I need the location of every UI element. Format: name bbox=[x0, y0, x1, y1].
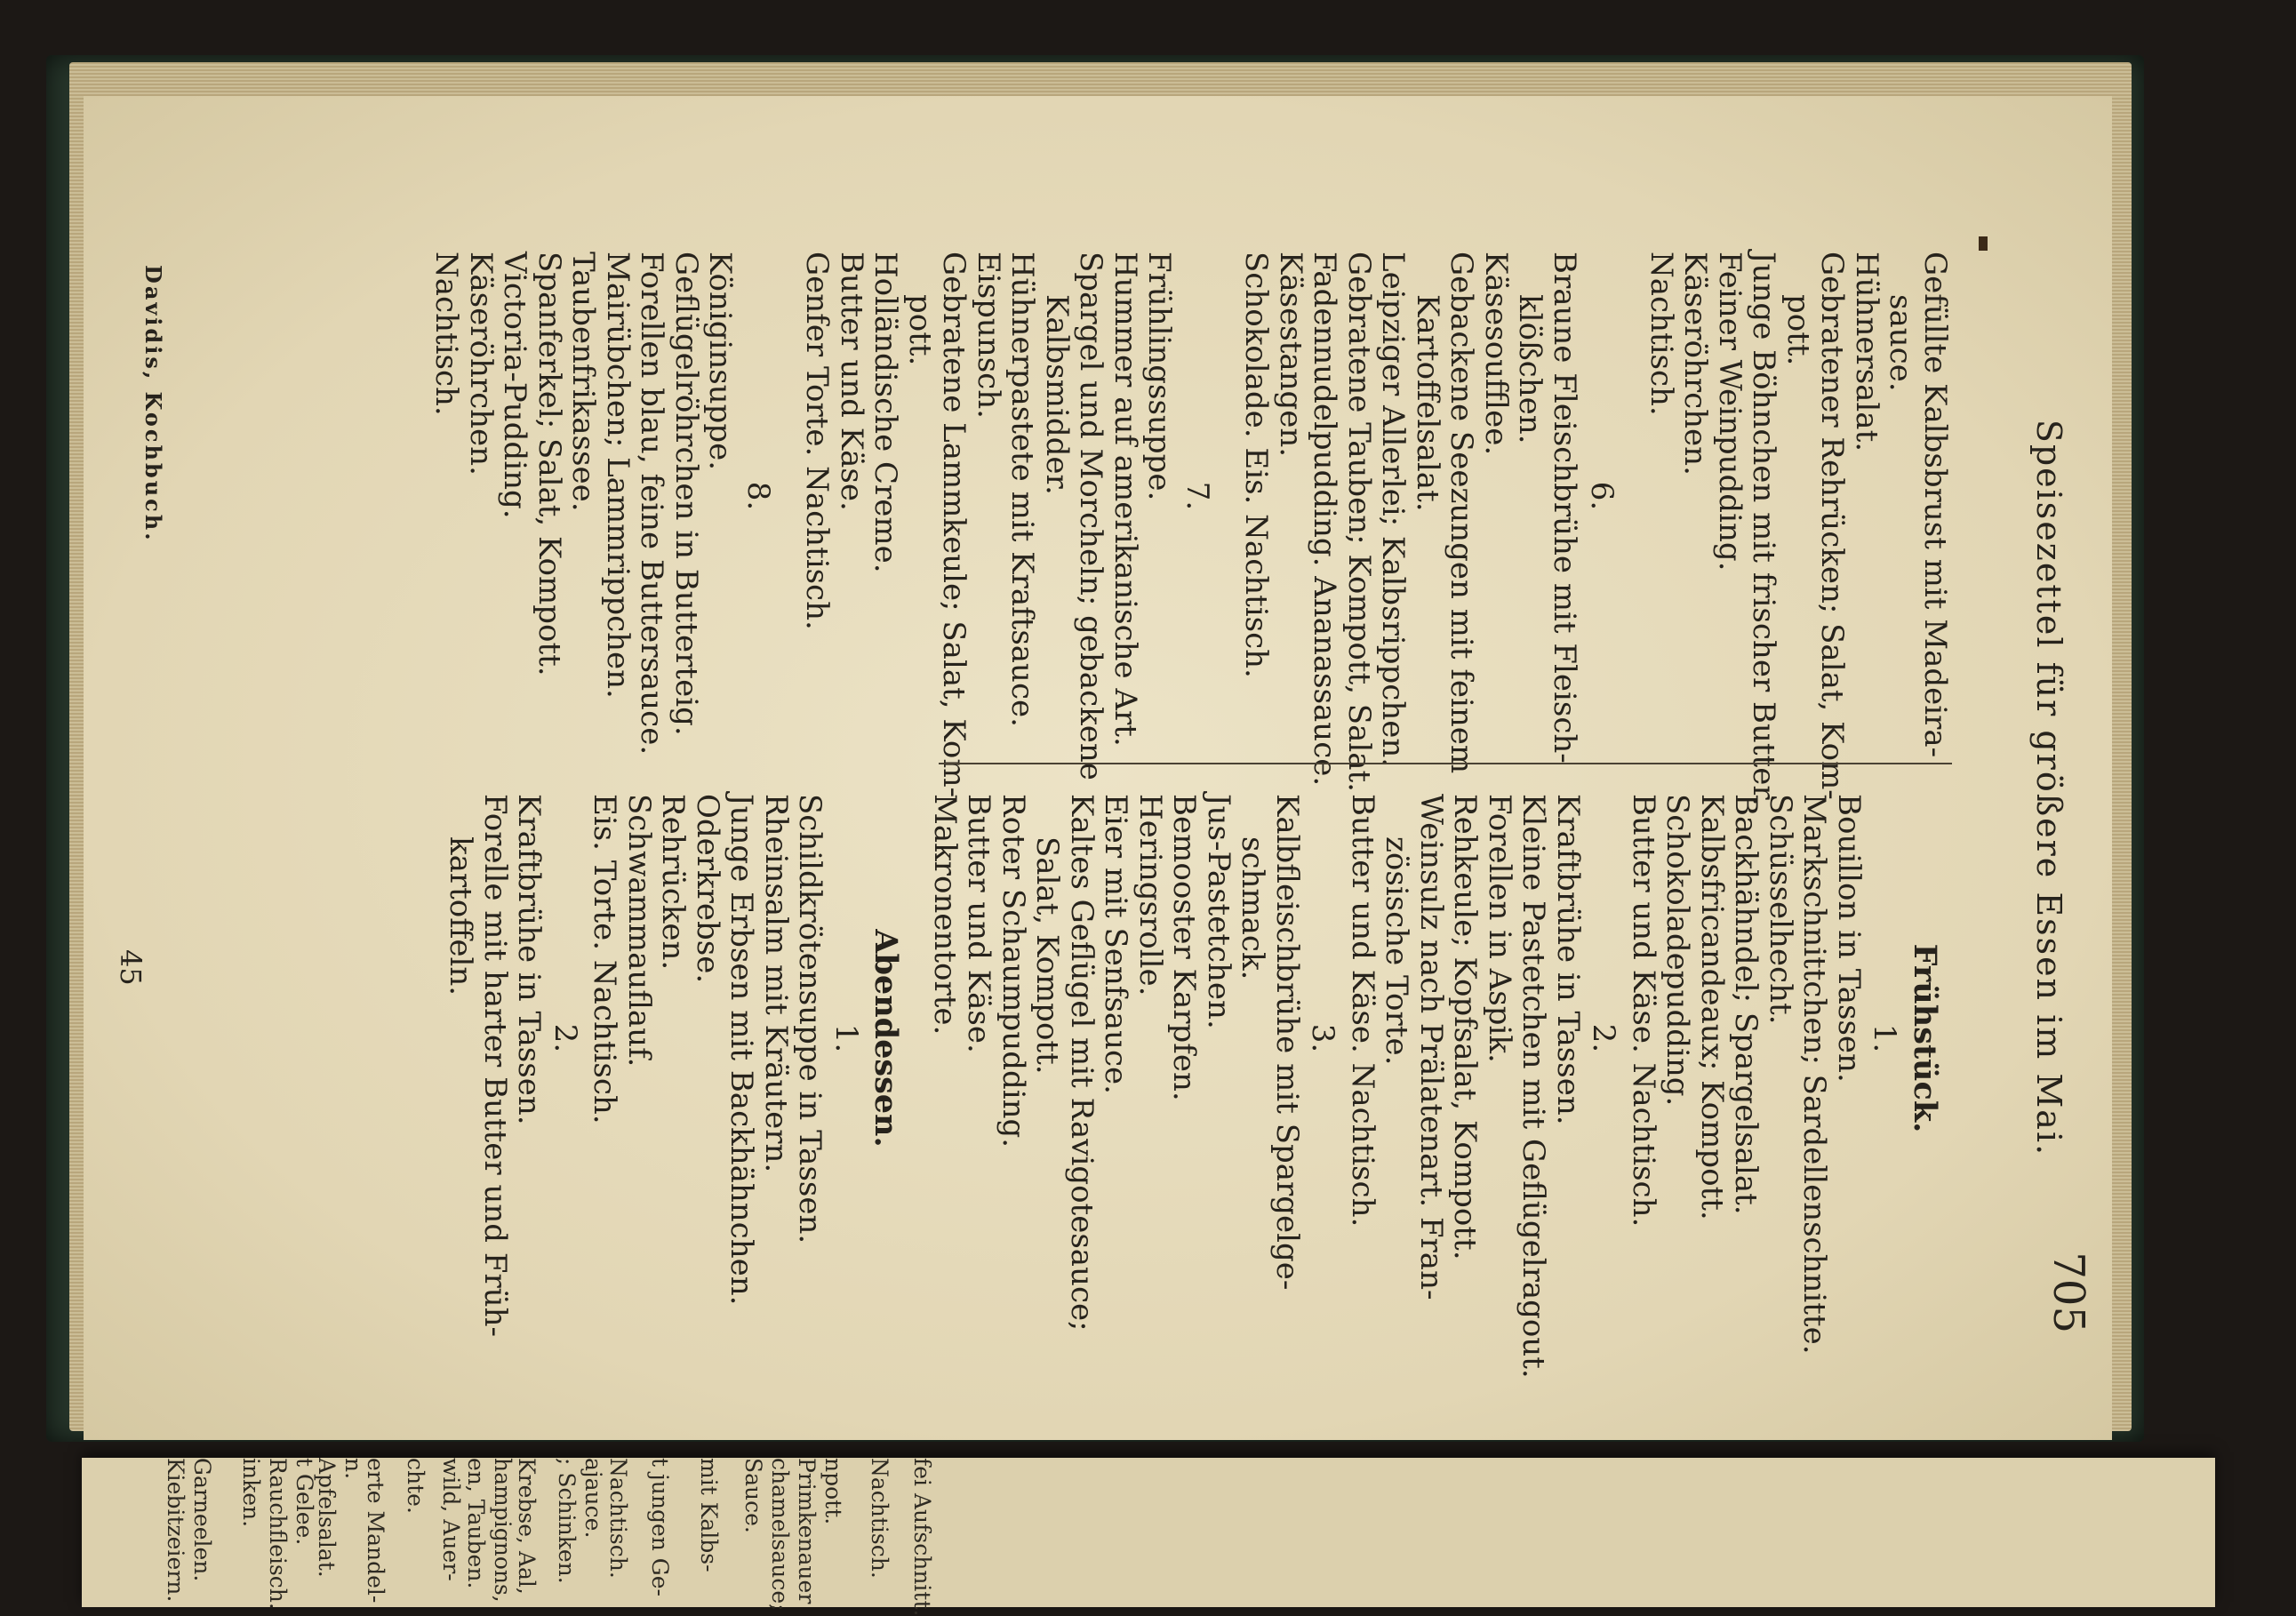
adjacent-page-text: npott. bbox=[820, 1458, 846, 1525]
menu-item: Markschnittchen; Sardellenschnitte. bbox=[1796, 794, 1833, 1355]
menu-item: klößchen. bbox=[1512, 294, 1548, 444]
page-content bbox=[84, 96, 2112, 1440]
footer-imprint: Davidis, Kochbuch. bbox=[140, 265, 166, 543]
menu-item: kartoffeln. bbox=[443, 836, 479, 996]
menu-item: Hühnersalat. bbox=[1849, 252, 1884, 452]
adjacent-page-text: ajauce. bbox=[580, 1458, 606, 1539]
menu-item: schmack. bbox=[1235, 836, 1271, 980]
menu-item: Bemooster Karpfen. bbox=[1166, 794, 1203, 1101]
adjacent-page-text: erte Mandel- bbox=[363, 1458, 388, 1604]
adjacent-page-text: Nachtisch. bbox=[867, 1458, 892, 1579]
menu-number: 2. bbox=[1586, 1023, 1622, 1053]
adjacent-page-text: Nachtisch. bbox=[605, 1458, 631, 1579]
menu-item: Forellen blau, feine Buttersauce. bbox=[634, 252, 670, 756]
menu-item: pott. bbox=[902, 294, 938, 366]
menu-item: Forellen in Aspik. bbox=[1482, 794, 1517, 1063]
menu-item: Backhähndel; Spargelsalat. bbox=[1728, 794, 1764, 1215]
menu-number: 6. bbox=[1584, 481, 1620, 511]
printer-signature: 45 bbox=[114, 949, 148, 986]
adjacent-page-text: t jungen Ge- bbox=[647, 1458, 673, 1597]
menu-item: Gebratene Tauben; Kompott, Salat. bbox=[1341, 252, 1377, 792]
menu-item: Butter und Käse. bbox=[961, 794, 997, 1053]
menu-block bbox=[1238, 252, 1620, 792]
menu-item: Junge Erbsen mit Backhähnchen. bbox=[724, 794, 760, 1306]
menu-item: Holländische Creme. bbox=[868, 252, 904, 573]
menu-item: Schokoladepudding. bbox=[1660, 794, 1696, 1107]
menu-item: Hühnerpastete mit Kraftsauce. bbox=[1004, 252, 1041, 727]
menu-item: Bouillon in Tassen. bbox=[1831, 794, 1867, 1083]
section-heading: Frühstück. bbox=[1907, 943, 1943, 1133]
menu-item: Jus-Pastetchen. bbox=[1201, 794, 1236, 1029]
adjacent-page-text: en, Tauben. bbox=[463, 1458, 489, 1589]
adjacent-page-text: Kiebitzeiern. bbox=[163, 1458, 188, 1603]
menu-item: Kraftbrühe in Tassen. bbox=[1550, 794, 1586, 1125]
adjacent-page-text: wild, Auer- bbox=[438, 1458, 464, 1581]
menu-number: 7. bbox=[1180, 481, 1215, 511]
adjacent-page-text: Apfelsalat. bbox=[314, 1458, 340, 1578]
adjacent-page-text: t Gelee. bbox=[292, 1458, 317, 1546]
menu-item: Feiner Weinpudding. bbox=[1712, 252, 1748, 572]
menu-item: Nachtisch. bbox=[428, 252, 465, 416]
menu-item: pott. bbox=[1780, 294, 1816, 366]
menu-item: Salat, Kompott. bbox=[1029, 836, 1066, 1075]
menu-number: 1. bbox=[1867, 1023, 1903, 1053]
menu-number: 1. bbox=[828, 1023, 864, 1053]
menu-item: Eispunsch. bbox=[971, 252, 1006, 419]
menu-item: Fadennudelpudding. Ananassauce. bbox=[1307, 252, 1343, 787]
adjacent-page-text: chte. bbox=[403, 1458, 428, 1514]
menu-item: Braune Fleischbrühe mit Fleisch- bbox=[1547, 252, 1582, 764]
menu-block bbox=[799, 252, 1215, 798]
menu-item: Kleine Pastetchen mit Geflügelragout. bbox=[1516, 794, 1552, 1379]
menu-item: Butter und Käse. Nachtisch. bbox=[1626, 794, 1661, 1228]
menu-item: Heringsrolle. bbox=[1132, 794, 1168, 996]
adjacent-page bbox=[82, 1458, 2215, 1616]
menu-item: Gebackene Seezungen mit feinem bbox=[1444, 252, 1480, 774]
menu-item: Eier mit Senfsauce. bbox=[1098, 794, 1134, 1094]
menu-item: Kartoffelsalat. bbox=[1410, 294, 1445, 512]
menu-item: Mairübchen; Lammrippchen. bbox=[600, 252, 636, 699]
menu-number: 8. bbox=[740, 481, 776, 511]
menu-item: Weinsulz nach Prälatenart. Fran- bbox=[1413, 794, 1449, 1300]
page-number: 705 bbox=[2044, 1252, 2093, 1333]
menu-item: Taubenfrikassee. bbox=[565, 252, 602, 512]
adjacent-page-text: Sauce. bbox=[740, 1458, 766, 1533]
menu-item: Oderkrebse. bbox=[690, 794, 725, 984]
menu-item: Genfer Torte. Nachtisch. bbox=[799, 252, 836, 630]
menu-item: Butter und Käse. Nachtisch. bbox=[1345, 794, 1380, 1228]
menu-item: Nachtisch. bbox=[1644, 252, 1679, 416]
menu-item: Rehkeule; Kopfsalat, Kompott. bbox=[1447, 794, 1484, 1260]
menu-item: Schwammauflauf. bbox=[621, 794, 657, 1068]
menu-item: zösische Torte. bbox=[1379, 836, 1415, 1066]
menu-block bbox=[1644, 252, 1953, 806]
menu-item: Frühlingssuppe. bbox=[1141, 252, 1178, 501]
menu-item: Hummer auf amerikanische Art. bbox=[1108, 252, 1143, 747]
menu-item: Gebratene Lammkeule; Salat, Kom- bbox=[936, 252, 972, 798]
page-header bbox=[1996, 243, 2112, 1333]
menu-item: Geflügelröhrchen in Butterteig. bbox=[668, 252, 704, 736]
menu-item: Kraftbrühe in Tassen. bbox=[511, 794, 548, 1125]
menu-item: Schildkrötensuppe in Tassen. bbox=[792, 794, 828, 1244]
adjacent-page-text: Primkenauer bbox=[794, 1458, 820, 1604]
adjacent-page-text: hampignons, bbox=[490, 1458, 516, 1603]
menu-item: Junge Böhnchen mit frischer Butter. bbox=[1746, 252, 1782, 806]
adjacent-page-text: inken. bbox=[238, 1458, 264, 1528]
menu-item: Kalbfleischbrühe mit Spargelge- bbox=[1269, 794, 1305, 1291]
menu-item: Leipziger Allerlei; Kalbsrippchen. bbox=[1375, 252, 1412, 768]
menu-item: Spargel und Morcheln; gebackene bbox=[1073, 252, 1109, 780]
adjacent-page-text: fei Aufschnitt. bbox=[909, 1458, 935, 1616]
menu-item: Forelle mit harter Butter und Früh- bbox=[477, 794, 513, 1337]
menu-item: Käseröhrchen. bbox=[1677, 252, 1714, 476]
adjacent-page-text: ; Schinken. bbox=[554, 1458, 580, 1584]
menu-item: Rehrücken. bbox=[655, 794, 692, 971]
menu-item: Rheinsalm mit Kräutern. bbox=[758, 794, 794, 1173]
menu-item: Spanferkel; Salat, Kompott. bbox=[532, 252, 567, 676]
adjacent-page-text: Krebse, Aal, bbox=[514, 1458, 540, 1595]
adjacent-page-text: mit Kalbs- bbox=[696, 1458, 722, 1572]
menu-item: Makronentorte. bbox=[927, 794, 963, 1036]
adjacent-page-text: Rauchfleisch. bbox=[265, 1458, 291, 1610]
menu-item: Kalbsmidder. bbox=[1039, 294, 1075, 495]
menu-column-right bbox=[443, 794, 1952, 1379]
menu-item: Käsestangen. bbox=[1273, 252, 1308, 458]
adjacent-page-text: Garneelen. bbox=[189, 1458, 215, 1582]
menu-item: Roter Schaumpudding. bbox=[996, 794, 1031, 1148]
page-title: Speisezettel für größere Essen im Mai. bbox=[2029, 419, 2068, 1157]
book-page bbox=[84, 96, 2112, 1440]
menu-item: Victoria-Pudding. bbox=[497, 252, 533, 519]
menu-item: Schokolade. Eis. Nachtisch. bbox=[1238, 252, 1275, 678]
menu-item: Gebratener Rehrücken; Salat, Kom- bbox=[1814, 252, 1851, 800]
menu-item: Käseröhrchen. bbox=[463, 252, 499, 476]
menu-item: Butter und Käse. bbox=[834, 252, 869, 511]
menu-item: sauce. bbox=[1883, 294, 1919, 392]
adjacent-page-text: chamelsauce; bbox=[767, 1458, 793, 1612]
menu-item: Gefüllte Kalbsbrust mit Madeira- bbox=[1917, 252, 1953, 758]
menu-item: Schüsselhecht. bbox=[1763, 794, 1798, 1025]
menu-column-left bbox=[428, 252, 1953, 806]
menu-item: Königinsuppe. bbox=[702, 252, 739, 471]
menu-block bbox=[428, 252, 776, 756]
menu-item: Kalbsfricandeaux; Kompott. bbox=[1694, 794, 1730, 1220]
section-heading: Abendessen. bbox=[868, 929, 905, 1148]
menu-item: Eis. Torte. Nachtisch. bbox=[587, 794, 623, 1124]
adjacent-page-text: n. bbox=[340, 1458, 366, 1480]
menu-number: 2. bbox=[548, 1023, 583, 1053]
menu-item: Kaltes Geflügel mit Ravigotesauce; bbox=[1064, 794, 1100, 1332]
column-divider bbox=[939, 763, 1952, 764]
menu-item: Käsesoufflee. bbox=[1478, 252, 1514, 456]
menu-number: 3. bbox=[1305, 1023, 1341, 1053]
